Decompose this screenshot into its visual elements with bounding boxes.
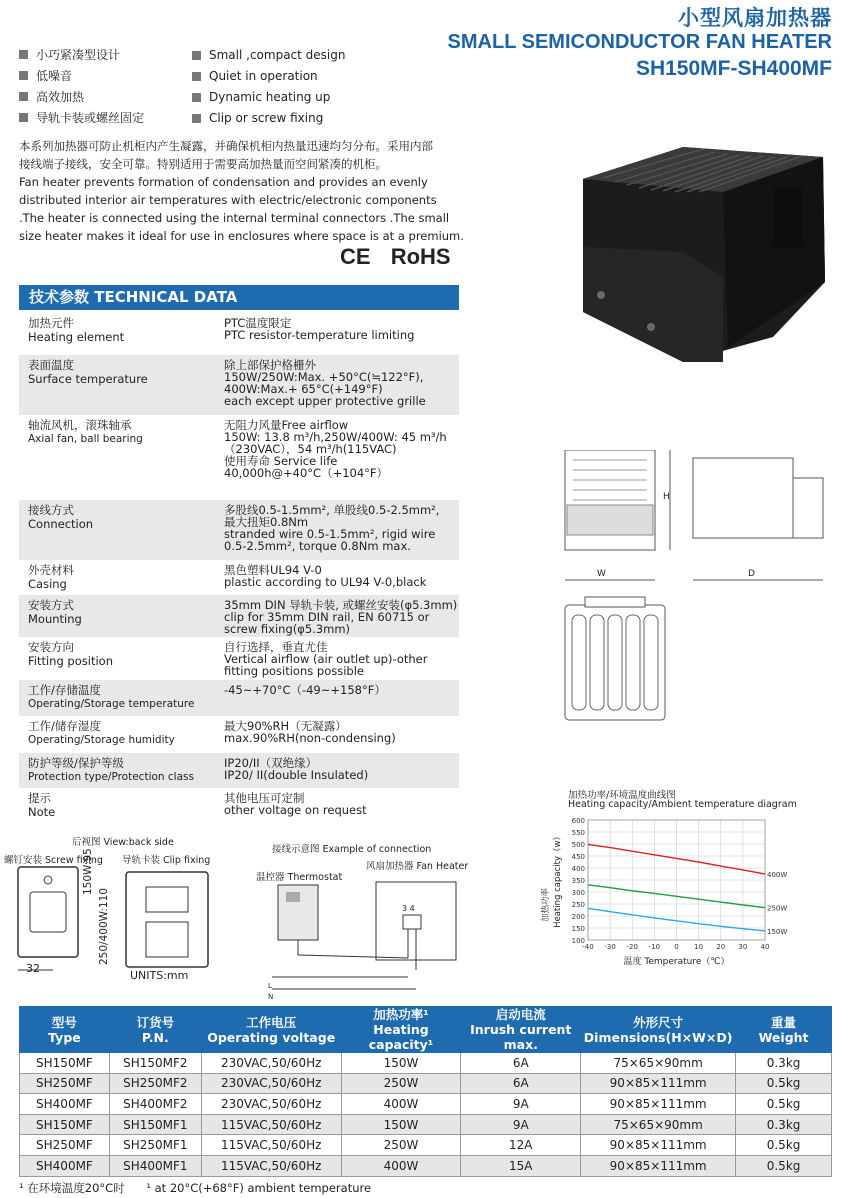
- tech-value-line: 除上部保护格栅外: [224, 358, 316, 372]
- tech-value-line: PTC resistor-temperature limiting: [224, 328, 415, 342]
- tech-value-line: 150W: 13.8 m³/h,250W/400W: 45 m³/h: [224, 430, 447, 444]
- product-photo: [563, 147, 828, 372]
- x-tick-label: 40: [760, 943, 770, 951]
- footnote-en: ¹ at 20°C(+68°F) ambient temperature: [146, 1181, 372, 1195]
- chart-title: 加热功率/环境温度曲线图: [568, 790, 676, 801]
- tech-label-cn: 防护等级/保护等级: [28, 756, 124, 770]
- tech-value-line: 最大90%RH（无凝露）: [224, 719, 347, 733]
- tech-value-line: 400W:Max.+ 65°C(+149°F): [224, 382, 383, 396]
- tech-row: [19, 500, 459, 560]
- table-cell: 0.5kg: [736, 1135, 832, 1156]
- bullet-icon: [19, 92, 28, 101]
- units-label: UNITS:mm: [130, 969, 189, 982]
- feature-item: [192, 111, 323, 125]
- x-axis-label: 温度 Temperature（℃）: [623, 957, 730, 967]
- tech-data-heading: 技术参数 TECHNICAL DATA: [19, 285, 459, 310]
- feature-item: [192, 69, 318, 83]
- tech-label-en: Axial fan, ball bearing: [28, 433, 143, 445]
- x-tick-label: -20: [626, 943, 638, 951]
- tech-label: [28, 757, 194, 785]
- table-cell: 115VAC,50/60Hz: [201, 1135, 341, 1156]
- table-cell: 90×85×111mm: [581, 1155, 736, 1176]
- x-tick-label: -30: [604, 943, 616, 951]
- y-axis-label-cn: 加热功率: [541, 887, 551, 923]
- tech-value: [224, 504, 439, 552]
- spec-table: [19, 1006, 832, 1177]
- feature-cn: 高效加热: [36, 90, 85, 104]
- tech-label-en: Note: [28, 805, 56, 819]
- rohs-mark: RoHS: [390, 244, 451, 269]
- table-cell: 90×85×111mm: [581, 1135, 736, 1156]
- certifications: [340, 244, 451, 270]
- table-cell: 230VAC,50/60Hz: [201, 1094, 341, 1115]
- intro-line: Fan heater prevents formation of condensation and provides an evenly: [19, 175, 428, 189]
- y-tick-label: 350: [571, 877, 585, 885]
- feature-item: [192, 48, 345, 62]
- tech-value: [224, 317, 414, 341]
- table-row: [20, 1073, 832, 1094]
- table-header-cell: [461, 1007, 581, 1053]
- connection-title: 接线示意图 Example of connection: [272, 844, 432, 855]
- tech-label-cn: 加热元件: [28, 316, 74, 330]
- table-header-cell: [201, 1007, 341, 1053]
- tech-value: [224, 792, 367, 816]
- bullet-icon: [192, 72, 201, 81]
- header-cn: 重量: [771, 1014, 797, 1030]
- header-en: Heating capacity¹: [368, 1022, 434, 1052]
- tech-label: [28, 641, 113, 669]
- header-cn: 型号: [51, 1014, 77, 1030]
- tech-value-line: IP20/II（双绝缘）: [224, 756, 318, 770]
- tech-value-line: other voltage on request: [224, 803, 367, 817]
- fan-heater-label: 风扇加热器 Fan Heater: [366, 861, 469, 872]
- tech-value-line: 多股线0.5-1.5mm², 单股线0.5-2.5mm²,: [224, 503, 440, 517]
- table-row: [20, 1155, 832, 1176]
- title-cn: 小型风扇加热器: [678, 6, 832, 30]
- tech-label-cn: 安装方向: [28, 640, 74, 654]
- tech-value-line: PTC温度限定: [224, 316, 292, 330]
- tech-value: [224, 359, 426, 407]
- tech-label-cn: 安装方式: [28, 598, 74, 612]
- tech-row: [19, 415, 459, 500]
- feature-item: [19, 67, 72, 84]
- bullet-icon: [19, 50, 28, 59]
- intro-text: [19, 137, 469, 245]
- table-cell: 90×85×111mm: [581, 1073, 736, 1094]
- feature-en: Clip or screw fixing: [209, 111, 324, 125]
- y-tick-label: 150: [571, 925, 585, 933]
- table-header-cell: [341, 1007, 461, 1053]
- header-cn: 工作电压: [246, 1014, 297, 1030]
- feature-item: [19, 46, 120, 63]
- table-header-row: [20, 1007, 832, 1053]
- header-en: Weight: [758, 1029, 809, 1045]
- table-cell: SH150MF2: [109, 1053, 201, 1074]
- ce-mark: CE: [340, 244, 371, 269]
- x-tick-label: -40: [582, 943, 594, 951]
- table-cell: SH250MF1: [109, 1135, 201, 1156]
- feature-item: [19, 109, 144, 126]
- table-header-cell: [109, 1007, 201, 1053]
- dim-height-250-400: 250/400W:110: [98, 888, 110, 965]
- line-l-label: L: [268, 982, 272, 990]
- table-cell: 0.5kg: [736, 1073, 832, 1094]
- dim-w-label: W: [597, 569, 606, 579]
- table-cell: 150W: [341, 1114, 461, 1135]
- screw-fixing-label: 螺钉安装 Screw fixing: [4, 855, 103, 866]
- intro-line: distributed interior air temperatures with electric/electronic components: [19, 193, 437, 207]
- table-cell: 0.3kg: [736, 1114, 832, 1135]
- tech-row: [19, 355, 459, 415]
- tech-label: [28, 419, 143, 447]
- table-cell: 230VAC,50/60Hz: [201, 1053, 341, 1074]
- tech-label: [28, 684, 194, 712]
- tech-label-en: Casing: [28, 577, 67, 591]
- bullet-icon: [19, 113, 28, 122]
- tech-label: [28, 359, 148, 387]
- table-row: [20, 1135, 832, 1156]
- tech-label-cn: 工作/储存湿度: [28, 719, 101, 733]
- dim-d-label: D: [748, 569, 755, 579]
- table-header-cell: [20, 1007, 110, 1053]
- tech-value-line: IP20/ II(double Insulated): [224, 768, 369, 782]
- y-tick-label: 100: [571, 937, 585, 945]
- intro-line: 接线端子接线，安全可靠。特别适用于需要高加热量而空间紧凑的机柜。: [19, 157, 387, 171]
- table-cell: SH150MF: [20, 1114, 110, 1135]
- tech-value-line: -45~+70°C（-49~+158°F）: [224, 683, 386, 697]
- table-cell: 75×65×90mm: [581, 1114, 736, 1135]
- tech-value-line: （230VAC），54 m³/h(115VAC): [224, 442, 397, 456]
- tech-value-line: 使用寿命 Service life: [224, 454, 338, 468]
- tech-label-en: Protection type/Protection class: [28, 771, 194, 783]
- feature-list: [19, 46, 459, 130]
- table-cell: 0.3kg: [736, 1053, 832, 1074]
- feature-item: [192, 90, 330, 104]
- tech-label-en: Operating/Storage temperature: [28, 698, 195, 710]
- feature-item: [19, 88, 84, 105]
- tech-row: [19, 788, 459, 824]
- series-label: 400W: [767, 871, 788, 879]
- tech-row: [19, 716, 459, 753]
- intro-line: 本系列加热器可防止机柜内产生凝露，并确保机柜内热量迅速均匀分布。采用内部: [19, 139, 433, 153]
- tech-row: [19, 560, 459, 595]
- dim-height-150: 150W:95: [82, 848, 94, 895]
- table-cell: 6A: [461, 1053, 581, 1074]
- tech-value-line: screw fixing(φ5.3mm): [224, 622, 351, 636]
- table-header-cell: [581, 1007, 736, 1053]
- table-cell: 12A: [461, 1135, 581, 1156]
- line-n-label: N: [268, 993, 274, 1001]
- table-cell: 400W: [341, 1155, 461, 1176]
- table-cell: 115VAC,50/60Hz: [201, 1114, 341, 1135]
- y-tick-label: 500: [571, 841, 585, 849]
- tech-value-line: 0.5-2.5mm², torque 0.8Nm max.: [224, 539, 411, 553]
- table-cell: 90×85×111mm: [581, 1094, 736, 1115]
- intro-line: .The heater is connected using the internal terminal connectors .The small: [19, 211, 450, 225]
- header-cn: 订货号: [136, 1014, 175, 1030]
- table-header-cell: [736, 1007, 832, 1053]
- tech-label-cn: 表面温度: [28, 358, 74, 372]
- series-label: 250W: [767, 904, 788, 913]
- tech-value-line: 无阻力风量Free airflow: [224, 418, 349, 432]
- table-cell: SH400MF1: [109, 1155, 201, 1176]
- tech-value-line: 自行选择，垂直尤佳: [224, 640, 328, 654]
- bullet-icon: [192, 114, 201, 123]
- table-cell: SH250MF2: [109, 1073, 201, 1094]
- thermostat-label: 温控器 Thermostat: [256, 872, 343, 883]
- tech-label-cn: 轴流风机，滚珠轴承: [28, 418, 132, 432]
- tech-label-en: Operating/Storage humidity: [28, 734, 175, 746]
- table-row: [20, 1114, 832, 1135]
- table-row: [20, 1053, 832, 1074]
- tech-value-line: max.90%RH(non-condensing): [224, 731, 396, 745]
- tech-value-line: 35mm DIN 导轨卡装, 或螺丝安装(φ5.3mm): [224, 598, 458, 612]
- header-en: Dimensions(H×W×D): [583, 1029, 733, 1045]
- table-cell: SH400MF: [20, 1155, 110, 1176]
- header-cn: 加热功率¹: [373, 1007, 429, 1022]
- table-cell: 9A: [461, 1114, 581, 1135]
- x-tick-label: 10: [694, 943, 704, 951]
- tech-label-cn: 接线方式: [28, 503, 74, 517]
- tech-value: [224, 757, 368, 781]
- back-view-label: 后视图 View:back side: [72, 837, 174, 848]
- y-tick-label: 300: [571, 889, 585, 897]
- tech-label-en: Fitting position: [28, 654, 113, 668]
- table-cell: 250W: [341, 1073, 461, 1094]
- x-tick-label: 0: [674, 943, 679, 951]
- table-cell: SH400MF2: [109, 1094, 201, 1115]
- chart-subtitle: Heating capacity/Ambient temperature diagram: [568, 799, 797, 810]
- tech-value: [224, 599, 457, 635]
- bullet-icon: [19, 71, 28, 80]
- table-cell: SH150MF1: [109, 1114, 201, 1135]
- table-cell: 15A: [461, 1155, 581, 1176]
- table-cell: 150W: [341, 1053, 461, 1074]
- y-tick-label: 550: [571, 829, 585, 837]
- x-tick-label: 30: [738, 943, 748, 951]
- tech-value-line: fitting positions possible: [224, 664, 364, 678]
- table-cell: 250W: [341, 1135, 461, 1156]
- tech-value-line: 150W/250W:Max. +50°C(≒122°F),: [224, 370, 424, 384]
- bullet-icon: [192, 93, 201, 102]
- tech-value-line: 最大扭矩0.8Nm: [224, 515, 309, 529]
- tech-row: [19, 595, 459, 637]
- table-cell: 6A: [461, 1073, 581, 1094]
- feature-en: Quiet in operation: [209, 69, 318, 83]
- y-tick-label: 450: [571, 853, 585, 861]
- tech-label-cn: 外壳材料: [28, 563, 74, 577]
- tech-label: [28, 564, 74, 592]
- tech-value-line: clip for 35mm DIN rail, EN 60715 or: [224, 610, 430, 624]
- table-cell: 0.5kg: [736, 1155, 832, 1176]
- back-view-drawing: [8, 862, 238, 987]
- header-cn: 外形尺寸: [633, 1014, 684, 1030]
- top-view-drawing: [560, 595, 670, 725]
- y-tick-label: 600: [571, 817, 585, 825]
- tech-label: [28, 720, 175, 748]
- table-cell: 400W: [341, 1094, 461, 1115]
- clip-fixing-label: 导轨卡装 Clip fixing: [122, 855, 211, 866]
- tech-label: [28, 792, 55, 820]
- tech-label: [28, 599, 82, 627]
- heating-chart: [530, 810, 810, 982]
- y-tick-label: 250: [571, 901, 585, 909]
- table-cell: 230VAC,50/60Hz: [201, 1073, 341, 1094]
- header-en: P.N.: [141, 1029, 169, 1045]
- tech-row: [19, 753, 459, 788]
- table-cell: SH250MF: [20, 1135, 110, 1156]
- tech-value: [224, 419, 447, 479]
- tech-label-cn: 工作/存储温度: [28, 683, 101, 697]
- tech-value: [224, 564, 426, 588]
- tech-value: [224, 641, 427, 677]
- model-range: SH150MF-SH400MF: [635, 57, 832, 80]
- footnote: [19, 1180, 371, 1196]
- tech-value: [224, 720, 396, 744]
- y-tick-label: 400: [571, 865, 585, 873]
- terminal-label: 3 4: [402, 904, 415, 913]
- tech-row: [19, 637, 459, 680]
- header-en: Operating voltage: [207, 1029, 336, 1045]
- connection-diagram: [258, 880, 473, 998]
- y-axis-label: Heating capacity（w）: [553, 832, 563, 928]
- tech-label-en: Mounting: [28, 612, 82, 626]
- tech-label: [28, 504, 93, 532]
- feature-cn: 小巧紧凑型设计: [36, 48, 121, 62]
- header-en: Type: [48, 1029, 81, 1045]
- table-cell: SH400MF: [20, 1094, 110, 1115]
- title-en: SMALL SEMICONDUCTOR FAN HEATER: [447, 31, 832, 53]
- dim-32: 32: [26, 962, 40, 975]
- tech-label-en: Heating element: [28, 330, 125, 344]
- tech-row: [19, 313, 459, 355]
- y-tick-label: 200: [571, 913, 585, 921]
- tech-row: [19, 680, 459, 716]
- footnote-cn: ¹ 在环境温度20°C时: [19, 1181, 125, 1195]
- tech-value-line: 其他电压可定制: [224, 791, 305, 805]
- dim-h-label: H: [663, 492, 670, 502]
- tech-label-cn: 提示: [28, 791, 51, 805]
- header-cn: 启动电流: [495, 1007, 546, 1022]
- header-en: Inrush current max.: [470, 1022, 572, 1052]
- tech-label-en: Surface temperature: [28, 372, 148, 386]
- tech-value-line: 40,000h@+40°C（+104°F）: [224, 466, 389, 480]
- tech-value-line: 黑色塑料UL94 V-0: [224, 563, 322, 577]
- feature-cn: 低噪音: [36, 69, 73, 83]
- intro-line: size heater makes it ideal for use in enclosures where space is at a premium.: [19, 229, 464, 243]
- table-cell: SH250MF: [20, 1073, 110, 1094]
- tech-value: [224, 684, 386, 696]
- tech-value-line: stranded wire 0.5-1.5mm², rigid wire: [224, 527, 436, 541]
- x-tick-label: 20: [716, 943, 726, 951]
- series-label: 150W: [767, 927, 788, 936]
- bullet-icon: [192, 51, 201, 60]
- table-cell: 9A: [461, 1094, 581, 1115]
- tech-label-en: Connection: [28, 517, 94, 531]
- table-cell: 0.5kg: [736, 1094, 832, 1115]
- tech-value-line: plastic according to UL94 V-0,black: [224, 575, 427, 589]
- table-cell: 115VAC,50/60Hz: [201, 1155, 341, 1176]
- tech-value-line: each except upper protective grille: [224, 394, 426, 408]
- feature-en: Small ,compact design: [209, 48, 346, 62]
- table-cell: 75×65×90mm: [581, 1053, 736, 1074]
- feature-en: Dynamic heating up: [209, 90, 331, 104]
- x-tick-label: -10: [648, 943, 661, 951]
- tech-value-line: Vertical airflow (air outlet up)-other: [224, 652, 428, 666]
- tech-label: [28, 317, 124, 345]
- feature-cn: 导轨卡装或螺丝固定: [36, 111, 145, 125]
- table-row: [20, 1094, 832, 1115]
- table-cell: SH150MF: [20, 1053, 110, 1074]
